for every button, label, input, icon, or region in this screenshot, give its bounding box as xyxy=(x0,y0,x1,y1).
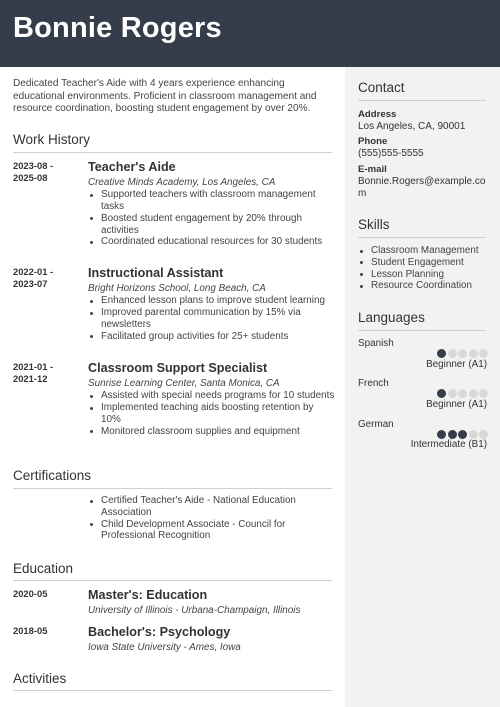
skills-heading: Skills xyxy=(358,217,390,232)
list-item: Lesson Planning xyxy=(358,269,493,281)
job-title: Classroom Support Specialist xyxy=(88,361,268,375)
list-item: Child Development Associate - Council for Professional Recognition xyxy=(88,519,333,543)
work-history-heading: Work History xyxy=(13,132,91,147)
work-history-divider xyxy=(13,152,332,153)
level-dot-empty xyxy=(458,389,467,398)
address-label: Address xyxy=(358,109,397,120)
degree-title: Master's: Education xyxy=(88,588,208,602)
list-item: Improved parental communication by 15% via newsletters xyxy=(88,307,335,331)
education-divider xyxy=(13,580,332,581)
activities-divider xyxy=(13,690,332,691)
contact-divider xyxy=(358,100,486,101)
language-name: German xyxy=(358,419,394,430)
level-dot-filled xyxy=(437,430,446,439)
phone-value: (555)555-5555 xyxy=(358,148,424,159)
certifications-list xyxy=(88,495,333,542)
level-dot-filled xyxy=(437,349,446,358)
job-organization: Creative Minds Academy, Los Angeles, CA xyxy=(88,177,276,188)
education-date: 2018-05 xyxy=(13,625,48,636)
phone-label: Phone xyxy=(358,136,388,147)
languages-heading: Languages xyxy=(358,310,425,325)
list-item: Implemented teaching aids boosting retention by 10% xyxy=(88,402,335,426)
email-label: E-mail xyxy=(358,164,387,175)
language-level-dots xyxy=(437,430,489,439)
skills-list xyxy=(358,245,493,292)
job-start-date: 2021-01 - xyxy=(13,361,54,372)
job-bullets xyxy=(88,295,335,342)
job-dates xyxy=(13,160,83,185)
contact-heading: Contact xyxy=(358,80,405,95)
language-level-dots xyxy=(437,389,489,398)
job-organization: Sunrise Learning Center, Santa Monica, CA xyxy=(88,378,280,389)
school-name: University of Illinois - Urbana-Champaign, Illinois xyxy=(88,605,301,616)
language-level: Intermediate (B1) xyxy=(410,439,487,450)
list-item: Supported teachers with classroom management tasks xyxy=(88,189,335,213)
candidate-name: Bonnie Rogers xyxy=(13,12,222,44)
list-item: Monitored classroom supplies and equipment xyxy=(88,426,335,438)
level-dot-empty xyxy=(458,349,467,358)
education-date: 2020-05 xyxy=(13,588,48,599)
job-title: Teacher's Aide xyxy=(88,160,176,174)
list-item: Student Engagement xyxy=(358,257,493,269)
certifications-heading: Certifications xyxy=(13,468,92,483)
level-dot-filled xyxy=(458,430,467,439)
job-bullets xyxy=(88,189,335,248)
job-dates xyxy=(13,266,83,291)
professional-summary: Dedicated Teacher's Aide with 4 years experience enhancing educational environments. Proficient in classroom management and resource coordination, boosting student engagement by over 20%. xyxy=(13,78,317,115)
languages-divider xyxy=(358,330,486,331)
language-level: Beginner (A1) xyxy=(426,399,487,410)
level-dot-filled xyxy=(437,389,446,398)
level-dot-empty xyxy=(448,389,457,398)
level-dot-empty xyxy=(469,389,478,398)
job-dates xyxy=(13,361,83,386)
list-item: Classroom Management xyxy=(358,245,493,257)
language-level-dots xyxy=(437,349,489,358)
email-link[interactable]: Bonnie.Rogers@example.com xyxy=(358,176,486,200)
list-item: Resource Coordination xyxy=(358,280,493,292)
job-organization: Bright Horizons School, Long Beach, CA xyxy=(88,283,266,294)
degree-title: Bachelor's: Psychology xyxy=(88,625,231,639)
school-name: Iowa State University - Ames, Iowa xyxy=(88,642,241,653)
skills-list-wrap xyxy=(358,245,493,292)
level-dot-empty xyxy=(479,430,488,439)
list-item: Enhanced lesson plans to improve student learning xyxy=(88,295,335,307)
job-title: Instructional Assistant xyxy=(88,266,224,280)
activities-heading: Activities xyxy=(13,671,67,686)
job-bullets xyxy=(88,390,335,437)
job-end-date: 2025-08 xyxy=(13,172,48,184)
list-item: Coordinated educational resources for 30 students xyxy=(88,236,335,248)
resume-header xyxy=(0,0,500,67)
language-name: Spanish xyxy=(358,338,394,349)
list-item: Assisted with special needs programs for 10 students xyxy=(88,390,335,402)
language-level: Beginner (A1) xyxy=(426,359,487,370)
level-dot-empty xyxy=(469,349,478,358)
job-end-date: 2021-12 xyxy=(13,373,48,385)
language-name: French xyxy=(358,378,389,389)
education-heading: Education xyxy=(13,561,74,576)
level-dot-empty xyxy=(479,349,488,358)
job-start-date: 2022-01 - xyxy=(13,266,54,277)
skills-divider xyxy=(358,237,486,238)
job-start-date: 2023-08 - xyxy=(13,160,54,171)
list-item: Boosted student engagement by 20% through activities xyxy=(88,213,335,237)
certifications-divider xyxy=(13,488,332,489)
job-end-date: 2023-07 xyxy=(13,278,48,290)
certifications-list-wrap xyxy=(88,495,333,542)
level-dot-empty xyxy=(479,389,488,398)
level-dot-empty xyxy=(469,430,478,439)
address-value: Los Angeles, CA, 90001 xyxy=(358,121,466,132)
level-dot-filled xyxy=(448,430,457,439)
level-dot-empty xyxy=(448,349,457,358)
list-item: Certified Teacher's Aide - National Education Association xyxy=(88,495,333,519)
list-item: Facilitated group activities for 25+ students xyxy=(88,331,335,343)
